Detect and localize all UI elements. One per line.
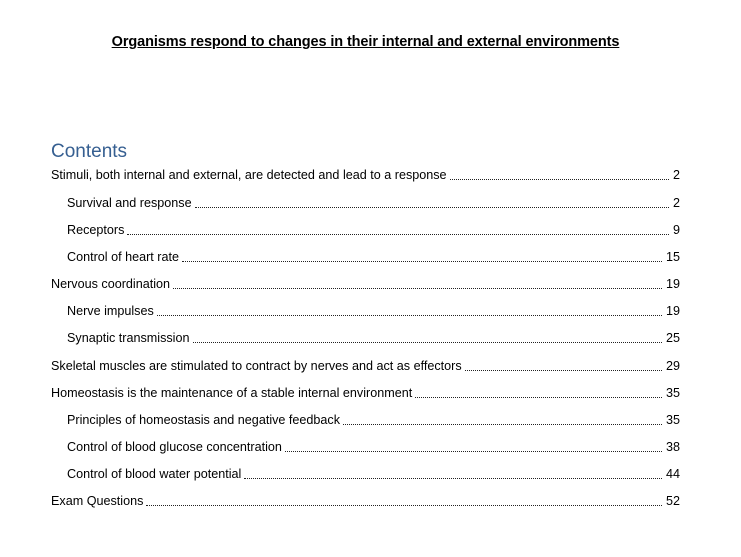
toc-entry-label: Exam Questions [51,494,144,508]
dot-leader [127,234,669,235]
dot-leader [343,424,662,425]
toc-entry-synaptic-transmission[interactable] [67,331,680,349]
toc-entry-label: Principles of homeostasis and negative feedback [67,413,341,427]
toc-heading: Contents [51,141,128,162]
toc-entry-page: 52 [665,494,680,508]
toc-entry-stimuli[interactable] [51,168,680,186]
toc-entry-page: 35 [665,413,680,427]
toc-entry-label: Nerve impulses [67,304,154,318]
dot-leader [182,261,662,262]
dot-leader [146,505,662,506]
toc-entry-blood-glucose[interactable] [67,440,680,458]
dot-leader [450,179,669,180]
toc-entry-survival-and-response[interactable] [67,196,680,214]
toc-entry-blood-water-potential[interactable] [67,467,680,485]
toc-entry-label: Control of heart rate [67,250,180,264]
toc-entry-homeostasis[interactable] [51,386,680,404]
document-title: Organisms respond to changes in their internal and external environments [111,34,620,50]
toc-entry-page: 38 [665,440,680,454]
toc-entry-label: Synaptic transmission [67,331,190,345]
toc-entry-label: Stimuli, both internal and external, are detected and lead to a response [51,168,447,182]
toc-entry-nerve-impulses[interactable] [67,304,680,322]
toc-entry-page: 9 [672,223,680,237]
toc-entry-label: Homeostasis is the maintenance of a stable internal environment [51,386,413,400]
toc-entry-principles-of-homeostasis[interactable] [67,413,680,431]
toc-entry-page: 2 [672,168,680,182]
toc-entry-page: 29 [665,359,680,373]
dot-leader [244,478,662,479]
toc-entry-label: Control of blood water potential [67,467,242,481]
toc-entry-receptors[interactable] [67,223,680,241]
dot-leader [285,451,662,452]
dot-leader [415,397,662,398]
toc-entry-control-of-heart-rate[interactable] [67,250,680,268]
toc-entry-label: Skeletal muscles are stimulated to contract by nerves and act as effectors [51,359,462,373]
dot-leader [173,288,662,289]
toc-entry-label: Control of blood glucose concentration [67,440,282,454]
dot-leader [193,342,662,343]
toc-entry-page: 19 [665,277,680,291]
toc-entry-page: 19 [665,304,680,318]
toc-entry-skeletal-muscles[interactable] [51,359,680,377]
toc-entry-label: Receptors [67,223,125,237]
toc-entry-exam-questions[interactable] [51,494,680,512]
toc-entry-page: 35 [665,386,680,400]
dot-leader [157,315,662,316]
dot-leader [465,370,662,371]
toc-entry-label: Survival and response [67,196,192,210]
dot-leader [195,207,669,208]
toc-entry-page: 25 [665,331,680,345]
toc-entry-page: 44 [665,467,680,481]
toc-entry-label: Nervous coordination [51,277,171,291]
toc-entry-page: 15 [665,250,680,264]
toc-entry-nervous-coordination[interactable] [51,277,680,295]
toc-entry-page: 2 [672,196,680,210]
